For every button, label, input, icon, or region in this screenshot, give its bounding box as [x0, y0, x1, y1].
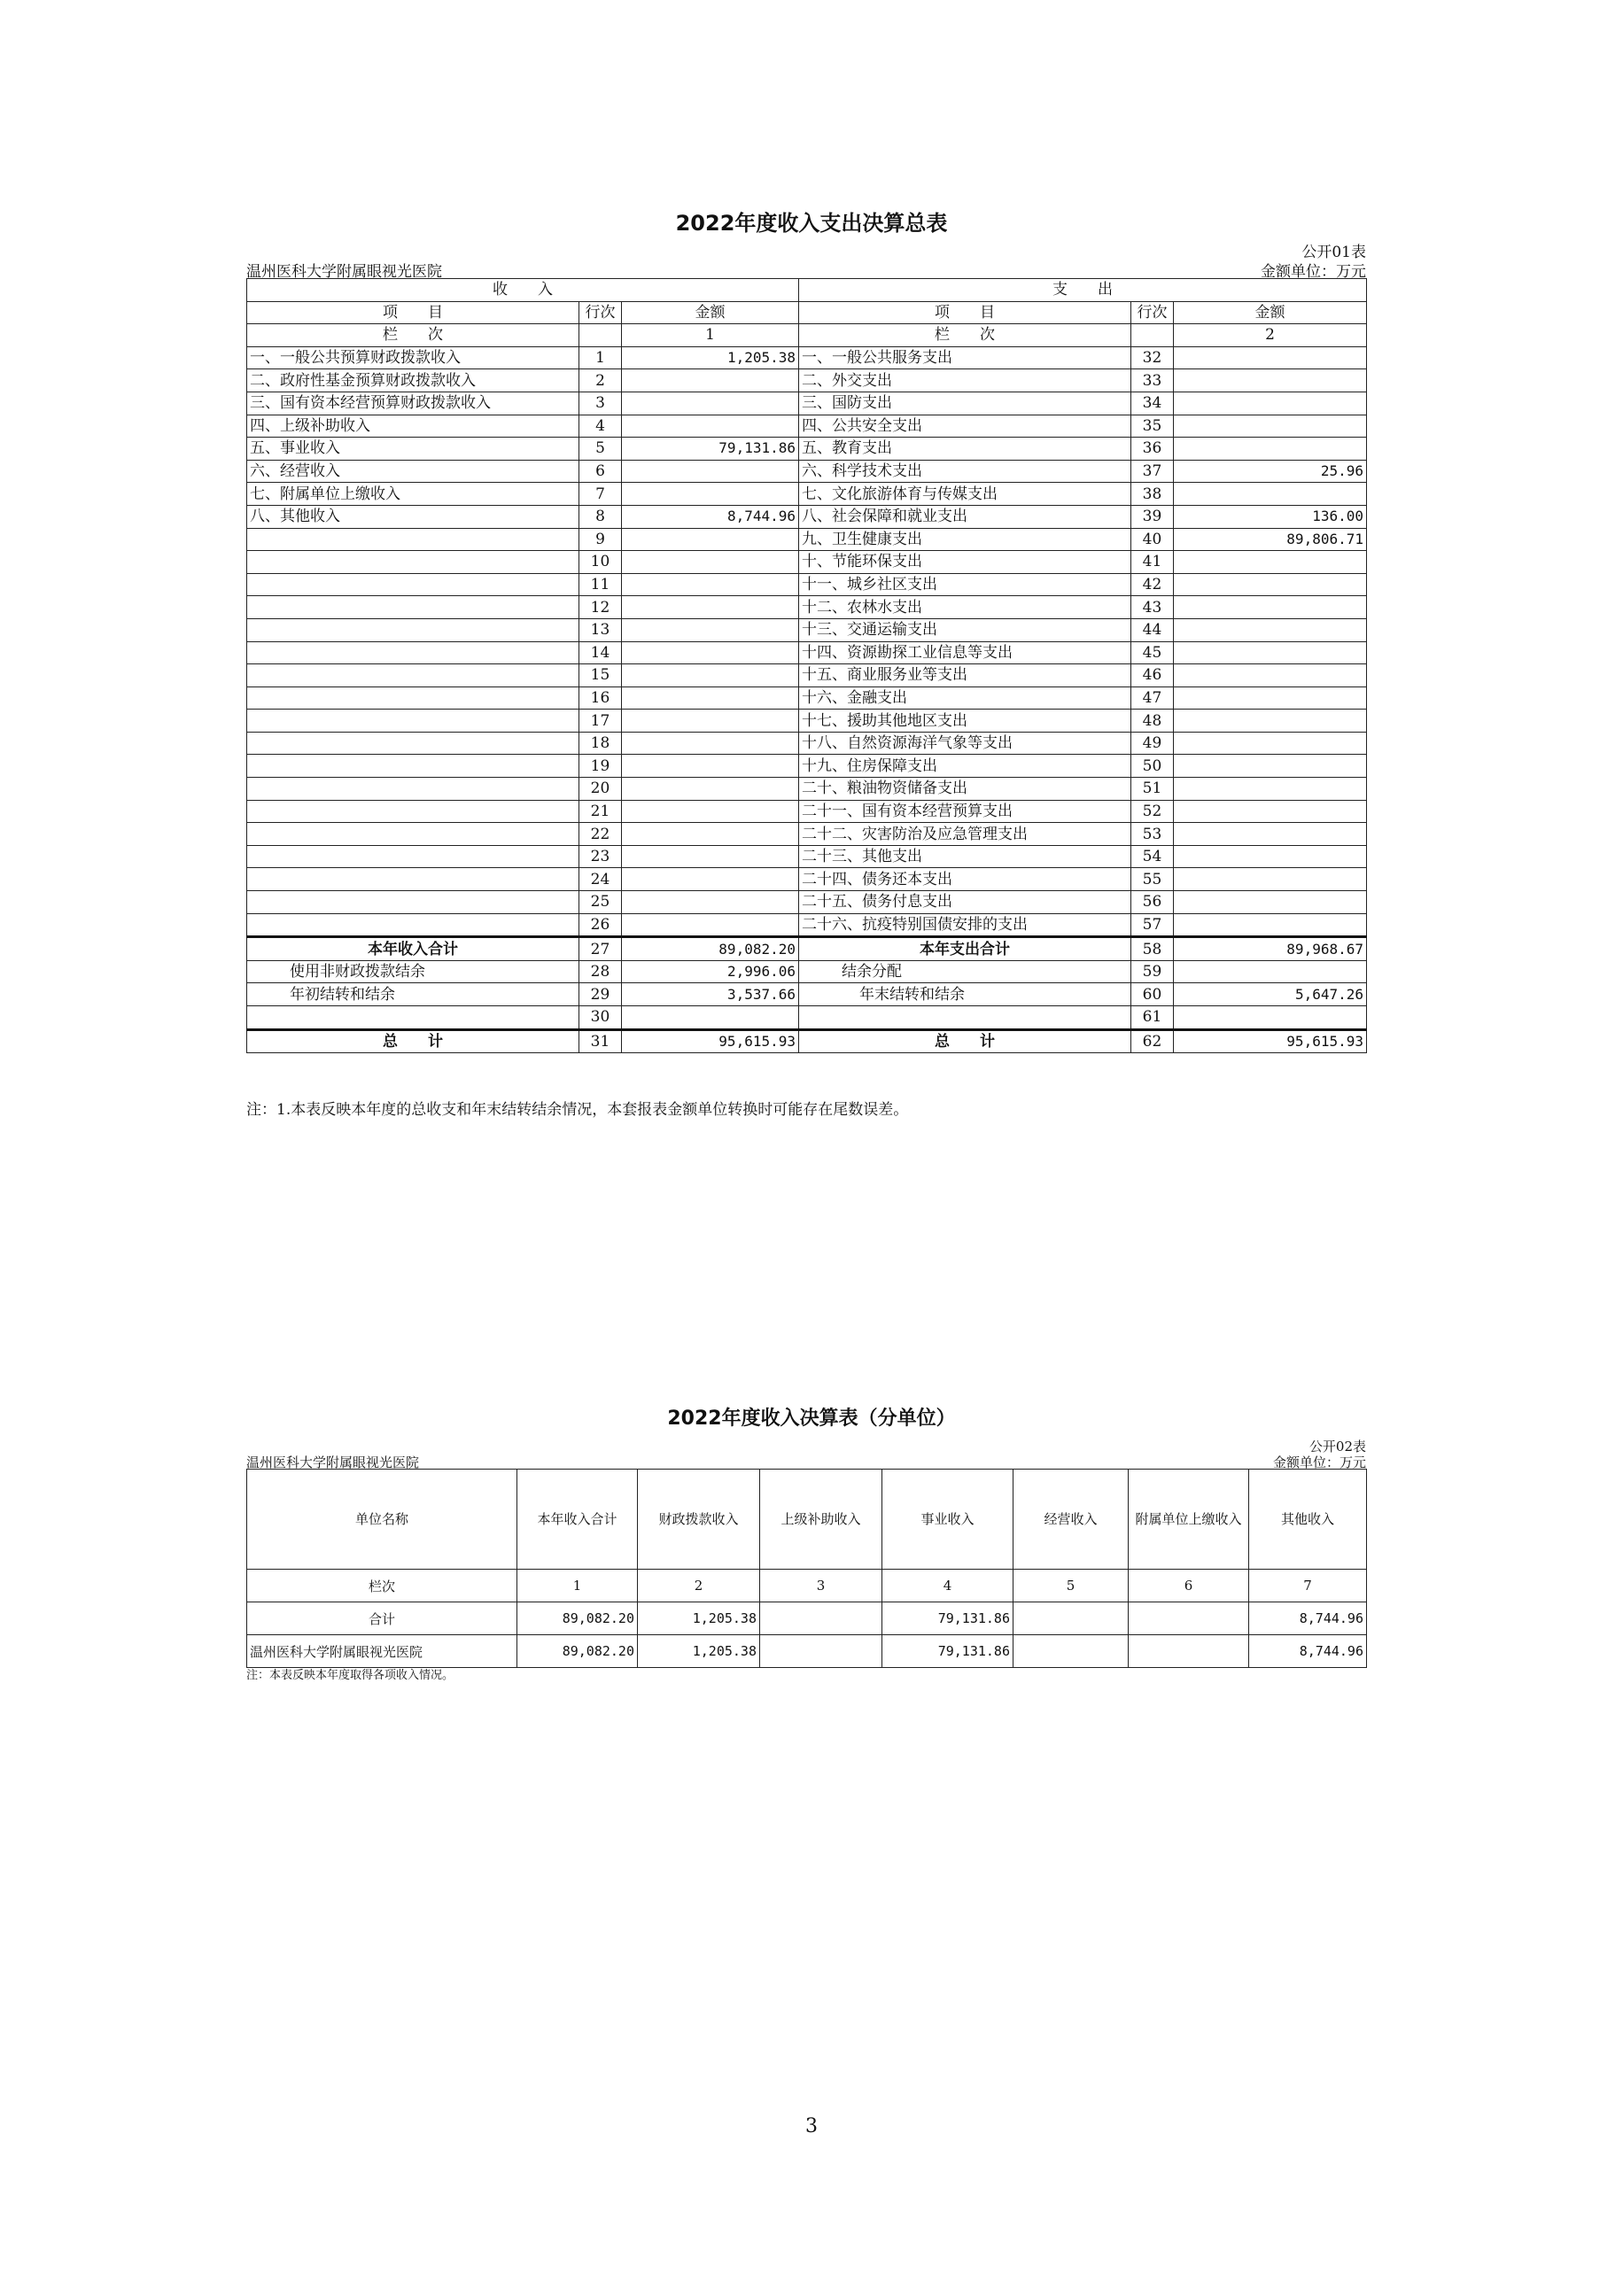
empty-cell: [579, 324, 622, 347]
table-row: [247, 732, 1367, 755]
header-year-total: 本年收入合计: [517, 1470, 638, 1570]
income-item: [247, 664, 579, 687]
expense-item: 二十二、灾害防治及应急管理支出: [799, 823, 1131, 846]
row-cell: [760, 1602, 882, 1635]
expense-amount: [1174, 710, 1367, 733]
income-section-header: 收 入: [247, 279, 799, 302]
row-cell: 8,744.96: [1249, 1635, 1367, 1668]
empty-cell: [622, 1006, 799, 1030]
table2-org-name: 温州医科大学附属眼视光医院: [246, 1454, 420, 1470]
table2-note: 注：本表反映本年度取得各项收入情况。: [246, 1669, 454, 1682]
expense-item: 十九、住房保障支出: [799, 755, 1131, 778]
row-cell: [760, 1635, 882, 1668]
expense-item: 一、一般公共服务支出: [799, 346, 1131, 369]
expense-item: 十五、商业服务业等支出: [799, 664, 1131, 687]
table-row: [247, 755, 1367, 778]
table-row: [247, 415, 1367, 438]
income-row-no: 14: [579, 641, 622, 664]
income-item: [247, 573, 579, 596]
income-row-no: 22: [579, 823, 622, 846]
expense-row-no: 51: [1131, 778, 1174, 801]
expense-amount: [1174, 551, 1367, 574]
table2-total-row: [247, 1602, 1367, 1635]
income-row-no: 2: [579, 369, 622, 392]
income-item: 八、其他收入: [247, 505, 579, 528]
row-cell: [1013, 1602, 1129, 1635]
grand-total-expense-no: 62: [1131, 1029, 1174, 1053]
expense-amount: [1174, 392, 1367, 415]
expense-row-no: 57: [1131, 913, 1174, 937]
income-amount: [622, 732, 799, 755]
income-item: [247, 686, 579, 710]
table-row: [247, 913, 1367, 937]
income-row-no: 20: [579, 778, 622, 801]
expense-amount: [1174, 778, 1367, 801]
expense-row-no: 48: [1131, 710, 1174, 733]
expense-row-no: 54: [1131, 845, 1174, 868]
income-amount: 8,744.96: [622, 505, 799, 528]
expense-lanci-label: 栏 次: [799, 324, 1131, 347]
expense-row-no: 38: [1131, 483, 1174, 506]
row-cell: 89,082.20: [517, 1635, 638, 1668]
expense-row-no: 33: [1131, 369, 1174, 392]
expense-item: 十一、城乡社区支出: [799, 573, 1131, 596]
page-number: 3: [805, 2115, 818, 2137]
row-cell: 1,205.38: [638, 1635, 760, 1668]
income-item: [247, 641, 579, 664]
lanci-cell: 7: [1249, 1570, 1367, 1602]
income-item: [247, 755, 579, 778]
grand-total-income-no: 31: [579, 1029, 622, 1053]
table-row: [247, 664, 1367, 687]
income-row-no: 11: [579, 573, 622, 596]
row-cell: 8,744.96: [1249, 1602, 1367, 1635]
empty-cell: [1174, 1006, 1367, 1030]
income-row-no: 19: [579, 755, 622, 778]
expense-amount: [1174, 641, 1367, 664]
expense-item: 五、教育支出: [799, 438, 1131, 461]
expense-item: 十四、资源勘探工业信息等支出: [799, 641, 1131, 664]
expense-row-no: 56: [1131, 891, 1174, 914]
non-fiscal-row: [247, 960, 1367, 983]
expense-row-no: 39: [1131, 505, 1174, 528]
income-amount: [622, 778, 799, 801]
income-item: [247, 618, 579, 641]
table2-header-row: [247, 1470, 1367, 1570]
income-amount: 1,205.38: [622, 346, 799, 369]
income-row-no: 7: [579, 483, 622, 506]
year-expense-total-amount: 89,968.67: [1174, 937, 1367, 961]
table-row: [247, 800, 1367, 823]
expense-amount: [1174, 800, 1367, 823]
expense-item: 四、公共安全支出: [799, 415, 1131, 438]
expense-row-no: 40: [1131, 528, 1174, 551]
year-expense-total-no: 58: [1131, 937, 1174, 961]
expense-item: 六、科学技术支出: [799, 460, 1131, 483]
expense-amount: [1174, 573, 1367, 596]
income-item: [247, 913, 579, 937]
lanci-label: 栏次: [247, 1570, 517, 1602]
expense-amount: [1174, 346, 1367, 369]
income-amount: [622, 710, 799, 733]
table-row: [247, 483, 1367, 506]
empty-cell: [799, 1006, 1131, 1030]
income-row-no: 15: [579, 664, 622, 687]
income-amount: [622, 415, 799, 438]
row-cell: 1,205.38: [638, 1602, 760, 1635]
row-cell: [1129, 1602, 1249, 1635]
income-amount: [622, 392, 799, 415]
table2-unit-row: [247, 1635, 1367, 1668]
income-row-no: 26: [579, 913, 622, 937]
begin-balance-no: 29: [579, 983, 622, 1006]
income-amount: [622, 664, 799, 687]
income-row-no: 21: [579, 800, 622, 823]
expense-row-no-header: 行次: [1131, 301, 1174, 324]
expense-item: 二十五、债务付息支出: [799, 891, 1131, 914]
header-operating-income: 经营收入: [1013, 1470, 1129, 1570]
income-row-no: 23: [579, 845, 622, 868]
income-row-no: 12: [579, 596, 622, 619]
income-amount: [622, 686, 799, 710]
expense-row-no: 35: [1131, 415, 1174, 438]
blank-row-income-no: 30: [579, 1006, 622, 1030]
income-item: [247, 710, 579, 733]
expense-item: 二十一、国有资本经营预算支出: [799, 800, 1131, 823]
lanci-cell: 3: [760, 1570, 882, 1602]
end-balance-amount: 5,647.26: [1174, 983, 1367, 1006]
income-row-no: 17: [579, 710, 622, 733]
table1-note: 注：1.本表反映本年度的总收支和年末结转结余情况，本套报表金额单位转换时可能存在尾数误差。: [246, 1101, 909, 1119]
income-row-no: 4: [579, 415, 622, 438]
expense-item: 九、卫生健康支出: [799, 528, 1131, 551]
income-item: [247, 891, 579, 914]
income-amount: [622, 483, 799, 506]
income-row-no: 3: [579, 392, 622, 415]
expense-amount: [1174, 868, 1367, 891]
table1-title: 2022年度收入支出决算总表: [675, 211, 948, 236]
expense-amount: [1174, 845, 1367, 868]
table-row: [247, 686, 1367, 710]
header-fiscal-income: 财政拨款收入: [638, 1470, 760, 1570]
expense-row-no: 44: [1131, 618, 1174, 641]
expense-amount: [1174, 823, 1367, 846]
income-row-no: 1: [579, 346, 622, 369]
grand-total-income-label: 总 计: [247, 1029, 579, 1053]
income-row-no: 6: [579, 460, 622, 483]
table1-form-code: 公开01表: [1301, 244, 1366, 261]
end-balance-no: 60: [1131, 983, 1174, 1006]
grand-total-expense-label: 总 计: [799, 1029, 1131, 1053]
income-amount: [622, 460, 799, 483]
expense-row-no: 37: [1131, 460, 1174, 483]
income-item: 三、国有资本经营预算财政拨款收入: [247, 392, 579, 415]
expense-amount: [1174, 913, 1367, 937]
expense-item: 十六、金融支出: [799, 686, 1131, 710]
table2-unit: 金额单位：万元: [1272, 1454, 1366, 1470]
income-amount: [622, 551, 799, 574]
expense-row-no: 49: [1131, 732, 1174, 755]
begin-balance-amount: 3,537.66: [622, 983, 799, 1006]
table1-section-header-row: [247, 279, 1367, 302]
income-amount: [622, 913, 799, 937]
income-lanci-no: 1: [622, 324, 799, 347]
year-income-total-amount: 89,082.20: [622, 937, 799, 961]
table-row: [247, 528, 1367, 551]
expense-row-no: 47: [1131, 686, 1174, 710]
income-amount: [622, 596, 799, 619]
expense-amount: [1174, 755, 1367, 778]
expense-item: 二十六、抗疫特别国债安排的支出: [799, 913, 1131, 937]
row-cell: 79,131.86: [882, 1635, 1013, 1668]
income-item: [247, 551, 579, 574]
income-item: 七、附属单位上缴收入: [247, 483, 579, 506]
income-amount-header: 金额: [622, 301, 799, 324]
balance-row: [247, 983, 1367, 1006]
table-row: [247, 618, 1367, 641]
expense-row-no: 42: [1131, 573, 1174, 596]
table-row: [247, 823, 1367, 846]
expense-row-no: 43: [1131, 596, 1174, 619]
income-amount: [622, 891, 799, 914]
income-item: [247, 800, 579, 823]
income-amount: 79,131.86: [622, 438, 799, 461]
expense-item: 十八、自然资源海洋气象等支出: [799, 732, 1131, 755]
lanci-cell: 2: [638, 1570, 760, 1602]
income-expense-summary-table: [246, 278, 1367, 1053]
use-non-fiscal-label: 使用非财政拨款结余: [247, 960, 579, 983]
income-row-no: 25: [579, 891, 622, 914]
income-item: 四、上级补助收入: [247, 415, 579, 438]
empty-cell: [247, 1006, 579, 1030]
row-unit-name: 温州医科大学附属眼视光医院: [247, 1635, 517, 1668]
table-row: [247, 369, 1367, 392]
income-amount: [622, 528, 799, 551]
income-row-no: 10: [579, 551, 622, 574]
table-row: [247, 868, 1367, 891]
expense-amount: [1174, 483, 1367, 506]
income-amount: [622, 369, 799, 392]
grand-total-income-amount: 95,615.93: [622, 1029, 799, 1053]
grand-total-row: [247, 1029, 1367, 1053]
expense-amount: 25.96: [1174, 460, 1367, 483]
surplus-distribution-no: 59: [1131, 960, 1174, 983]
expense-row-no: 53: [1131, 823, 1174, 846]
empty-cell: [1131, 324, 1174, 347]
blank-row-expense-no: 61: [1131, 1006, 1174, 1030]
expense-item: 二十、粮油物资储备支出: [799, 778, 1131, 801]
expense-amount: [1174, 438, 1367, 461]
table1-unit: 金额单位：万元: [1261, 263, 1366, 281]
surplus-distribution-label: 结余分配: [799, 960, 1131, 983]
income-row-no-header: 行次: [579, 301, 622, 324]
income-item: [247, 778, 579, 801]
expense-amount: [1174, 618, 1367, 641]
income-row-no: 16: [579, 686, 622, 710]
income-row-no: 5: [579, 438, 622, 461]
income-by-unit-table: [246, 1469, 1367, 1668]
income-amount: [622, 755, 799, 778]
header-other-income: 其他收入: [1249, 1470, 1367, 1570]
expense-amount: [1174, 732, 1367, 755]
expense-amount: [1174, 596, 1367, 619]
income-item: [247, 732, 579, 755]
expense-item: 八、社会保障和就业支出: [799, 505, 1131, 528]
year-income-total-label: 本年收入合计: [247, 937, 579, 961]
row-unit-name: 合计: [247, 1602, 517, 1635]
expense-amount-header: 金额: [1174, 301, 1367, 324]
income-amount: [622, 845, 799, 868]
income-amount: [622, 800, 799, 823]
table-row: [247, 573, 1367, 596]
expense-section-header: 支 出: [799, 279, 1367, 302]
expense-row-no: 34: [1131, 392, 1174, 415]
table1-lanci-row: [247, 324, 1367, 347]
table1-org-name: 温州医科大学附属眼视光医院: [246, 263, 442, 281]
surplus-distribution-amount: [1174, 960, 1367, 983]
income-item: [247, 868, 579, 891]
expense-row-no: 36: [1131, 438, 1174, 461]
expense-item: 十二、农林水支出: [799, 596, 1131, 619]
expense-amount: [1174, 891, 1367, 914]
income-amount: [622, 823, 799, 846]
income-item: [247, 845, 579, 868]
header-superior-subsidy: 上级补助收入: [760, 1470, 882, 1570]
row-cell: [1013, 1635, 1129, 1668]
row-cell: [1129, 1635, 1249, 1668]
expense-item: 二、外交支出: [799, 369, 1131, 392]
table-row: [247, 551, 1367, 574]
table-row: [247, 845, 1367, 868]
income-amount: [622, 618, 799, 641]
income-item: [247, 823, 579, 846]
table-row: [247, 710, 1367, 733]
use-non-fiscal-amount: 2,996.06: [622, 960, 799, 983]
expense-item: 十三、交通运输支出: [799, 618, 1131, 641]
table-row: [247, 438, 1367, 461]
use-non-fiscal-no: 28: [579, 960, 622, 983]
income-item: 二、政府性基金预算财政拨款收入: [247, 369, 579, 392]
expense-row-no: 46: [1131, 664, 1174, 687]
expense-lanci-no: 2: [1174, 324, 1367, 347]
table-row: [247, 346, 1367, 369]
expense-amount: [1174, 415, 1367, 438]
grand-total-expense-amount: 95,615.93: [1174, 1029, 1367, 1053]
expense-item: 十七、援助其他地区支出: [799, 710, 1131, 733]
income-lanci-label: 栏 次: [247, 324, 579, 347]
expense-amount: 136.00: [1174, 505, 1367, 528]
expense-item: 二十三、其他支出: [799, 845, 1131, 868]
expense-item: 三、国防支出: [799, 392, 1131, 415]
expense-row-no: 32: [1131, 346, 1174, 369]
table-row: [247, 778, 1367, 801]
year-expense-total-label: 本年支出合计: [799, 937, 1131, 961]
table2-title: 2022年度收入决算表（分单位）: [667, 1408, 956, 1430]
table-row: [247, 891, 1367, 914]
table-row: [247, 596, 1367, 619]
expense-item: 二十四、债务还本支出: [799, 868, 1131, 891]
income-row-no: 8: [579, 505, 622, 528]
expense-row-no: 45: [1131, 641, 1174, 664]
end-balance-label: 年末结转和结余: [799, 983, 1131, 1006]
income-item: 五、事业收入: [247, 438, 579, 461]
header-unit-name: 单位名称: [247, 1470, 517, 1570]
income-amount: [622, 641, 799, 664]
header-affiliate-income: 附属单位上缴收入: [1129, 1470, 1249, 1570]
lanci-cell: 1: [517, 1570, 638, 1602]
table2-form-code: 公开02表: [1308, 1439, 1366, 1454]
table-row: [247, 460, 1367, 483]
income-item: [247, 596, 579, 619]
table1-column-header-row: [247, 301, 1367, 324]
expense-amount: [1174, 686, 1367, 710]
income-amount: [622, 868, 799, 891]
expense-row-no: 55: [1131, 868, 1174, 891]
expense-amount: [1174, 369, 1367, 392]
income-row-no: 13: [579, 618, 622, 641]
income-row-no: 24: [579, 868, 622, 891]
lanci-cell: 5: [1013, 1570, 1129, 1602]
year-income-total-no: 27: [579, 937, 622, 961]
income-item: 一、一般公共预算财政拨款收入: [247, 346, 579, 369]
income-item: 六、经营收入: [247, 460, 579, 483]
expense-row-no: 41: [1131, 551, 1174, 574]
expense-item: 十、节能环保支出: [799, 551, 1131, 574]
row-cell: 79,131.86: [882, 1602, 1013, 1635]
blank-row: [247, 1006, 1367, 1030]
expense-amount: [1174, 664, 1367, 687]
income-amount: [622, 573, 799, 596]
table-row: [247, 641, 1367, 664]
expense-amount: 89,806.71: [1174, 528, 1367, 551]
expense-item-header: 项 目: [799, 301, 1131, 324]
income-item-header: 项 目: [247, 301, 579, 324]
table-row: [247, 392, 1367, 415]
income-row-no: 9: [579, 528, 622, 551]
lanci-cell: 6: [1129, 1570, 1249, 1602]
lanci-cell: 4: [882, 1570, 1013, 1602]
income-row-no: 18: [579, 732, 622, 755]
expense-item: 七、文化旅游体育与传媒支出: [799, 483, 1131, 506]
table2-lanci-row: [247, 1570, 1367, 1602]
year-total-row: [247, 937, 1367, 961]
income-item: [247, 528, 579, 551]
header-business-income: 事业收入: [882, 1470, 1013, 1570]
expense-row-no: 52: [1131, 800, 1174, 823]
expense-row-no: 50: [1131, 755, 1174, 778]
begin-balance-label: 年初结转和结余: [247, 983, 579, 1006]
row-cell: 89,082.20: [517, 1602, 638, 1635]
table-row: [247, 505, 1367, 528]
